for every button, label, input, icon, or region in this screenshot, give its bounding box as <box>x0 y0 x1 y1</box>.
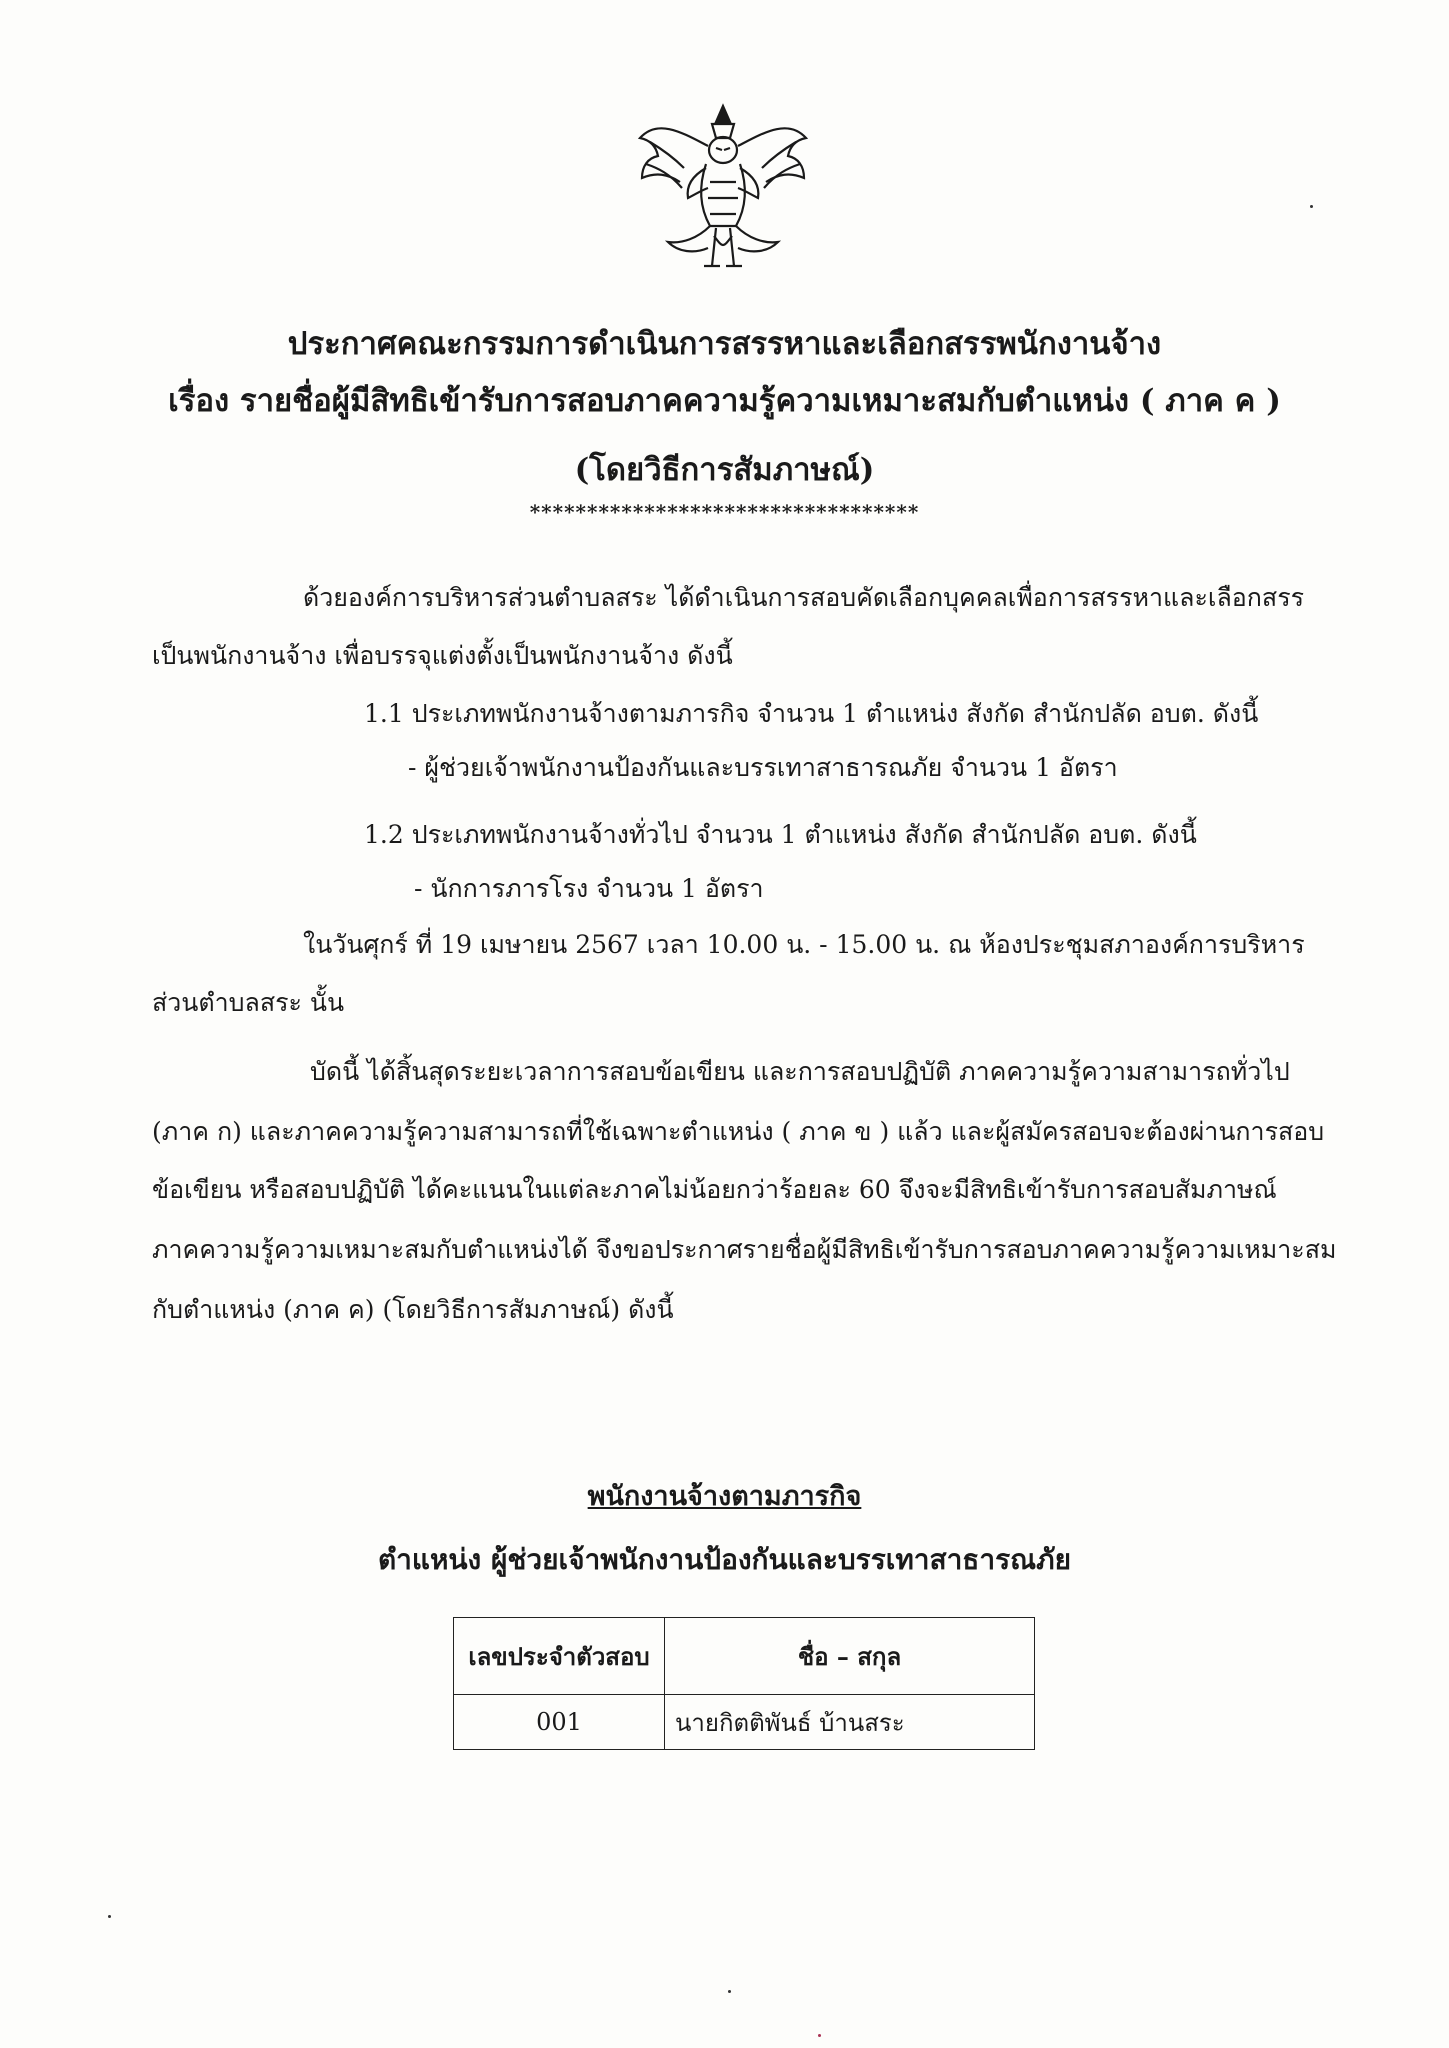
column-header-name: ชื่อ – สกุล <box>665 1618 1035 1695</box>
result-paragraph-line: (ภาค ก) และภาคความรู้ความสามารถที่ใช้เฉพาะตำแหน่ง ( ภาค ข ) แล้ว และผู้สมัครสอบจะต้องผ่านการสอบ <box>152 1117 1325 1146</box>
position-type-subitem: - นักการภารโรง จำนวน 1 อัตรา <box>414 874 764 903</box>
position-type-subitem: - ผู้ช่วยเจ้าพนักงานป้องกันและบรรเทาสาธารณภัย จำนวน 1 อัตรา <box>408 753 1118 782</box>
exam-date-line: ในวันศุกร์ ที่ 19 เมษายน 2567 เวลา 10.00 น. - 15.00 น. ณ ห้องประชุมสภาองค์การบริหาร <box>303 930 1305 959</box>
announcement-title: ประกาศคณะกรรมการดำเนินการสรรหาและเลือกสรรพนักงานจ้าง <box>287 326 1162 362</box>
scan-speck <box>1310 205 1313 208</box>
result-paragraph-line: กับตำแหน่ง (ภาค ค) (โดยวิธีการสัมภาษณ์) ดังนี้ <box>152 1295 674 1324</box>
scan-speck <box>728 1990 731 1993</box>
position-type-item: 1.1 ประเภทพนักงานจ้างตามภารกิจ จำนวน 1 ตำแหน่ง สังกัด สำนักปลัด อบต. ดังนี้ <box>364 699 1259 728</box>
section-position: ตำแหน่ง ผู้ช่วยเจ้าพนักงานป้องกันและบรรเทาสาธารณภัย <box>378 1543 1071 1576</box>
exam-id-cell: 001 <box>454 1695 665 1750</box>
candidate-name-cell: นายกิตติพันธ์ บ้านสระ <box>665 1695 1035 1750</box>
separator-line: ********************************** <box>529 500 920 524</box>
table-row <box>454 1695 1035 1750</box>
position-type-item: 1.2 ประเภทพนักงานจ้างทั่วไป จำนวน 1 ตำแหน่ง สังกัด สำนักปลัด อบต. ดังนี้ <box>364 820 1197 849</box>
intro-paragraph-line: ด้วยองค์การบริหารส่วนตำบลสระ ได้ดำเนินการสอบคัดเลือกบุคคลเพื่อการสรรหาและเลือกสรร <box>303 583 1305 612</box>
result-paragraph-line: ภาคความรู้ความเหมาะสมกับตำแหน่งได้ จึงขอประกาศรายชื่อผู้มีสิทธิเข้ารับการสอบภาคความรู้ความเหมาะสม <box>152 1235 1337 1264</box>
section-title: พนักงานจ้างตามภารกิจ <box>587 1481 862 1512</box>
scan-speck <box>818 2034 821 2037</box>
result-paragraph-line: ข้อเขียน หรือสอบปฏิบัติ ได้คะแนนในแต่ละภาคไม่น้อยกว่าร้อยละ 60 จึงจะมีสิทธิเข้ารับการสอบสัมภาษณ์ <box>152 1175 1277 1204</box>
intro-paragraph-line: เป็นพนักงานจ้าง เพื่อบรรจุแต่งตั้งเป็นพนักงานจ้าง ดังนี้ <box>152 641 733 670</box>
garuda-emblem-icon <box>628 98 818 278</box>
table-header-row <box>454 1618 1035 1695</box>
scan-speck <box>108 1915 111 1918</box>
result-paragraph-line: บัดนี้ ได้สิ้นสุดระยะเวลาการสอบข้อเขียน และการสอบปฏิบัติ ภาคความรู้ความสามารถทั่วไป <box>310 1057 1290 1086</box>
exam-date-line: ส่วนตำบลสระ นั้น <box>152 988 345 1017</box>
announcement-method: (โดยวิธีการสัมภาษณ์) <box>574 452 875 488</box>
announcement-subject: เรื่อง รายชื่อผู้มีสิทธิเข้ารับการสอบภาคความรู้ความเหมาะสมกับตำแหน่ง ( ภาค ค ) <box>168 383 1281 419</box>
column-header-exam-id: เลขประจำตัวสอบ <box>454 1618 665 1695</box>
candidate-table <box>453 1617 1035 1750</box>
